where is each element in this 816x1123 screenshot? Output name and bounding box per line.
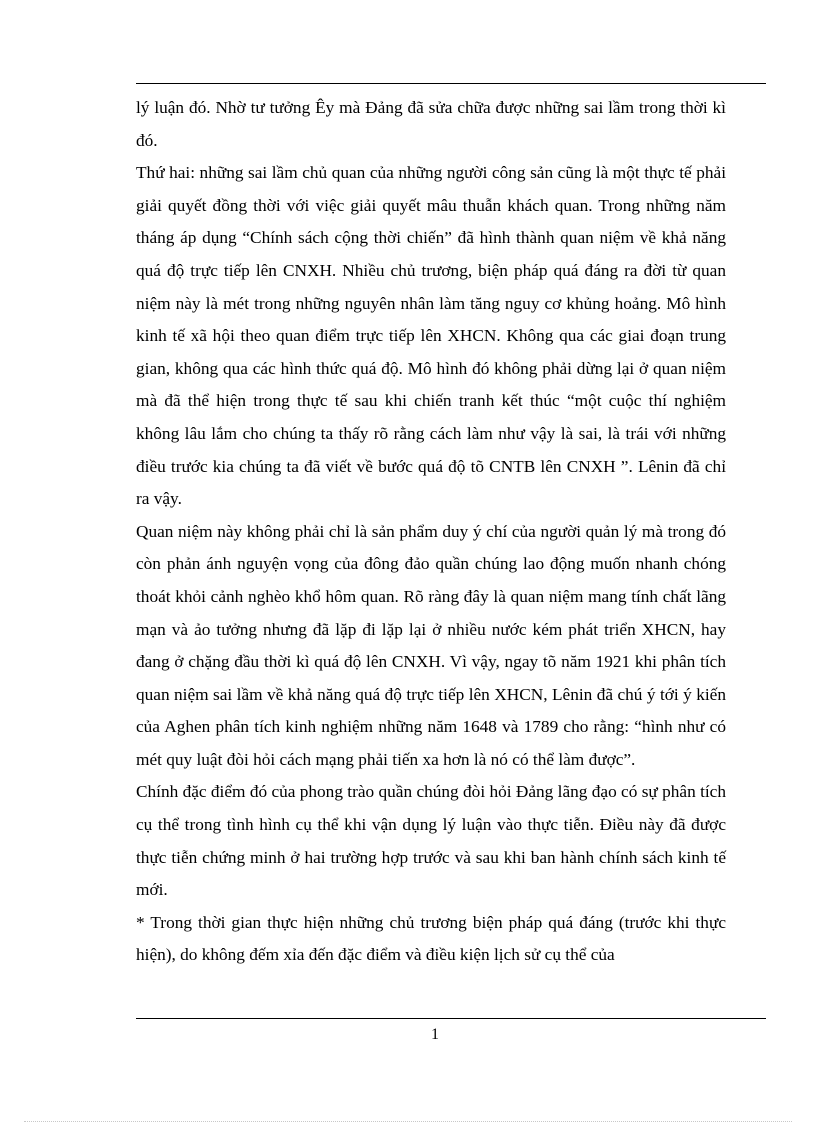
paragraph: Thứ hai: những sai lầm chủ quan của những người công sản cũng là một thực tế phải giải quyết đồng thời với việc giải quyết mâu thuẫn khách quan. Trong những năm tháng áp dụng “Chính sách cộng thời chiến” đã hình thành quan niệm về khả năng quá độ trực tiếp lên CNXH. Nhiều chủ trương, biện pháp quá đáng ra đời từ quan niệm này là mét trong những nguyên nhân làm tăng nguy cơ khủng hoảng. Mô hình kinh tế xã hội theo quan điểm trực tiếp lên XHCN. Không qua các giai đoạn trung gian, không qua các hình thức quá độ. Mô hình đó không phải dừng lại ở quan niệm mà đã thể hiện trong thực tế sau khi chiến tranh kết thúc “một cuộc thí nghiệm không lâu lắm cho chúng ta thấy rõ rằng cách làm như vậy là sai, là trái với những điều trước kia chúng ta đã viết về bước quá độ tõ CNTB lên CNXH ”. Lênin đã chỉ ra vậy. (136, 163, 726, 509)
page-edge-divider (24, 1121, 792, 1122)
paragraph: lý luận đó. Nhờ tư tưởng Êy mà Đảng đã sửa chữa được những sai lầm trong thời kì đó. (136, 98, 726, 150)
paragraph: Quan niệm này không phải chỉ là sản phẩm duy ý chí của người quản lý mà trong đó còn phản ánh nguyện vọng của đông đảo quần chúng lao động muốn nhanh chóng thoát khỏi cảnh nghèo khổ hôm quan. Rõ ràng đây là quan niệm mang tính chất lãng mạn và ảo tưởng nhưng đã lặp đi lặp lại ở nhiều nước kém phát triển XHCN, hay đang ở chặng đầu thời kì quá độ lên CNXH. Vì vậy, ngay tõ năm 1921 khi phân tích quan niệm sai lầm về khả năng quá độ trực tiếp lên XHCN, Lênin đã chú ý tới ý kiến của Aghen phân tích kinh nghiệm những năm 1648 và 1789 cho rằng: “hình như có mét quy luật đòi hỏi cách mạng phải tiến xa hơn là nó có thể làm được”. (136, 521, 726, 769)
footer-rule (136, 1018, 766, 1019)
paragraph: Chính đặc điểm đó của phong trào quần chúng đòi hỏi Đảng lãng đạo có sự phân tích cụ thể trong tình hình cụ thể khi vận dụng lý luận vào thực tiễn. Điều này đã được thực tiễn chứng minh ở hai trường hợp trước và sau khi ban hành chính sách kinh tế mới. (136, 782, 726, 900)
paragraph: * Trong thời gian thực hiện những chủ trương biện pháp quá đáng (trước khi thực hiện), do không đếm xỉa đến đặc điểm và điều kiện lịch sử cụ thể của (136, 912, 726, 965)
header-rule (136, 83, 766, 84)
page-number: 1 (431, 1026, 439, 1043)
document-body (136, 92, 726, 972)
